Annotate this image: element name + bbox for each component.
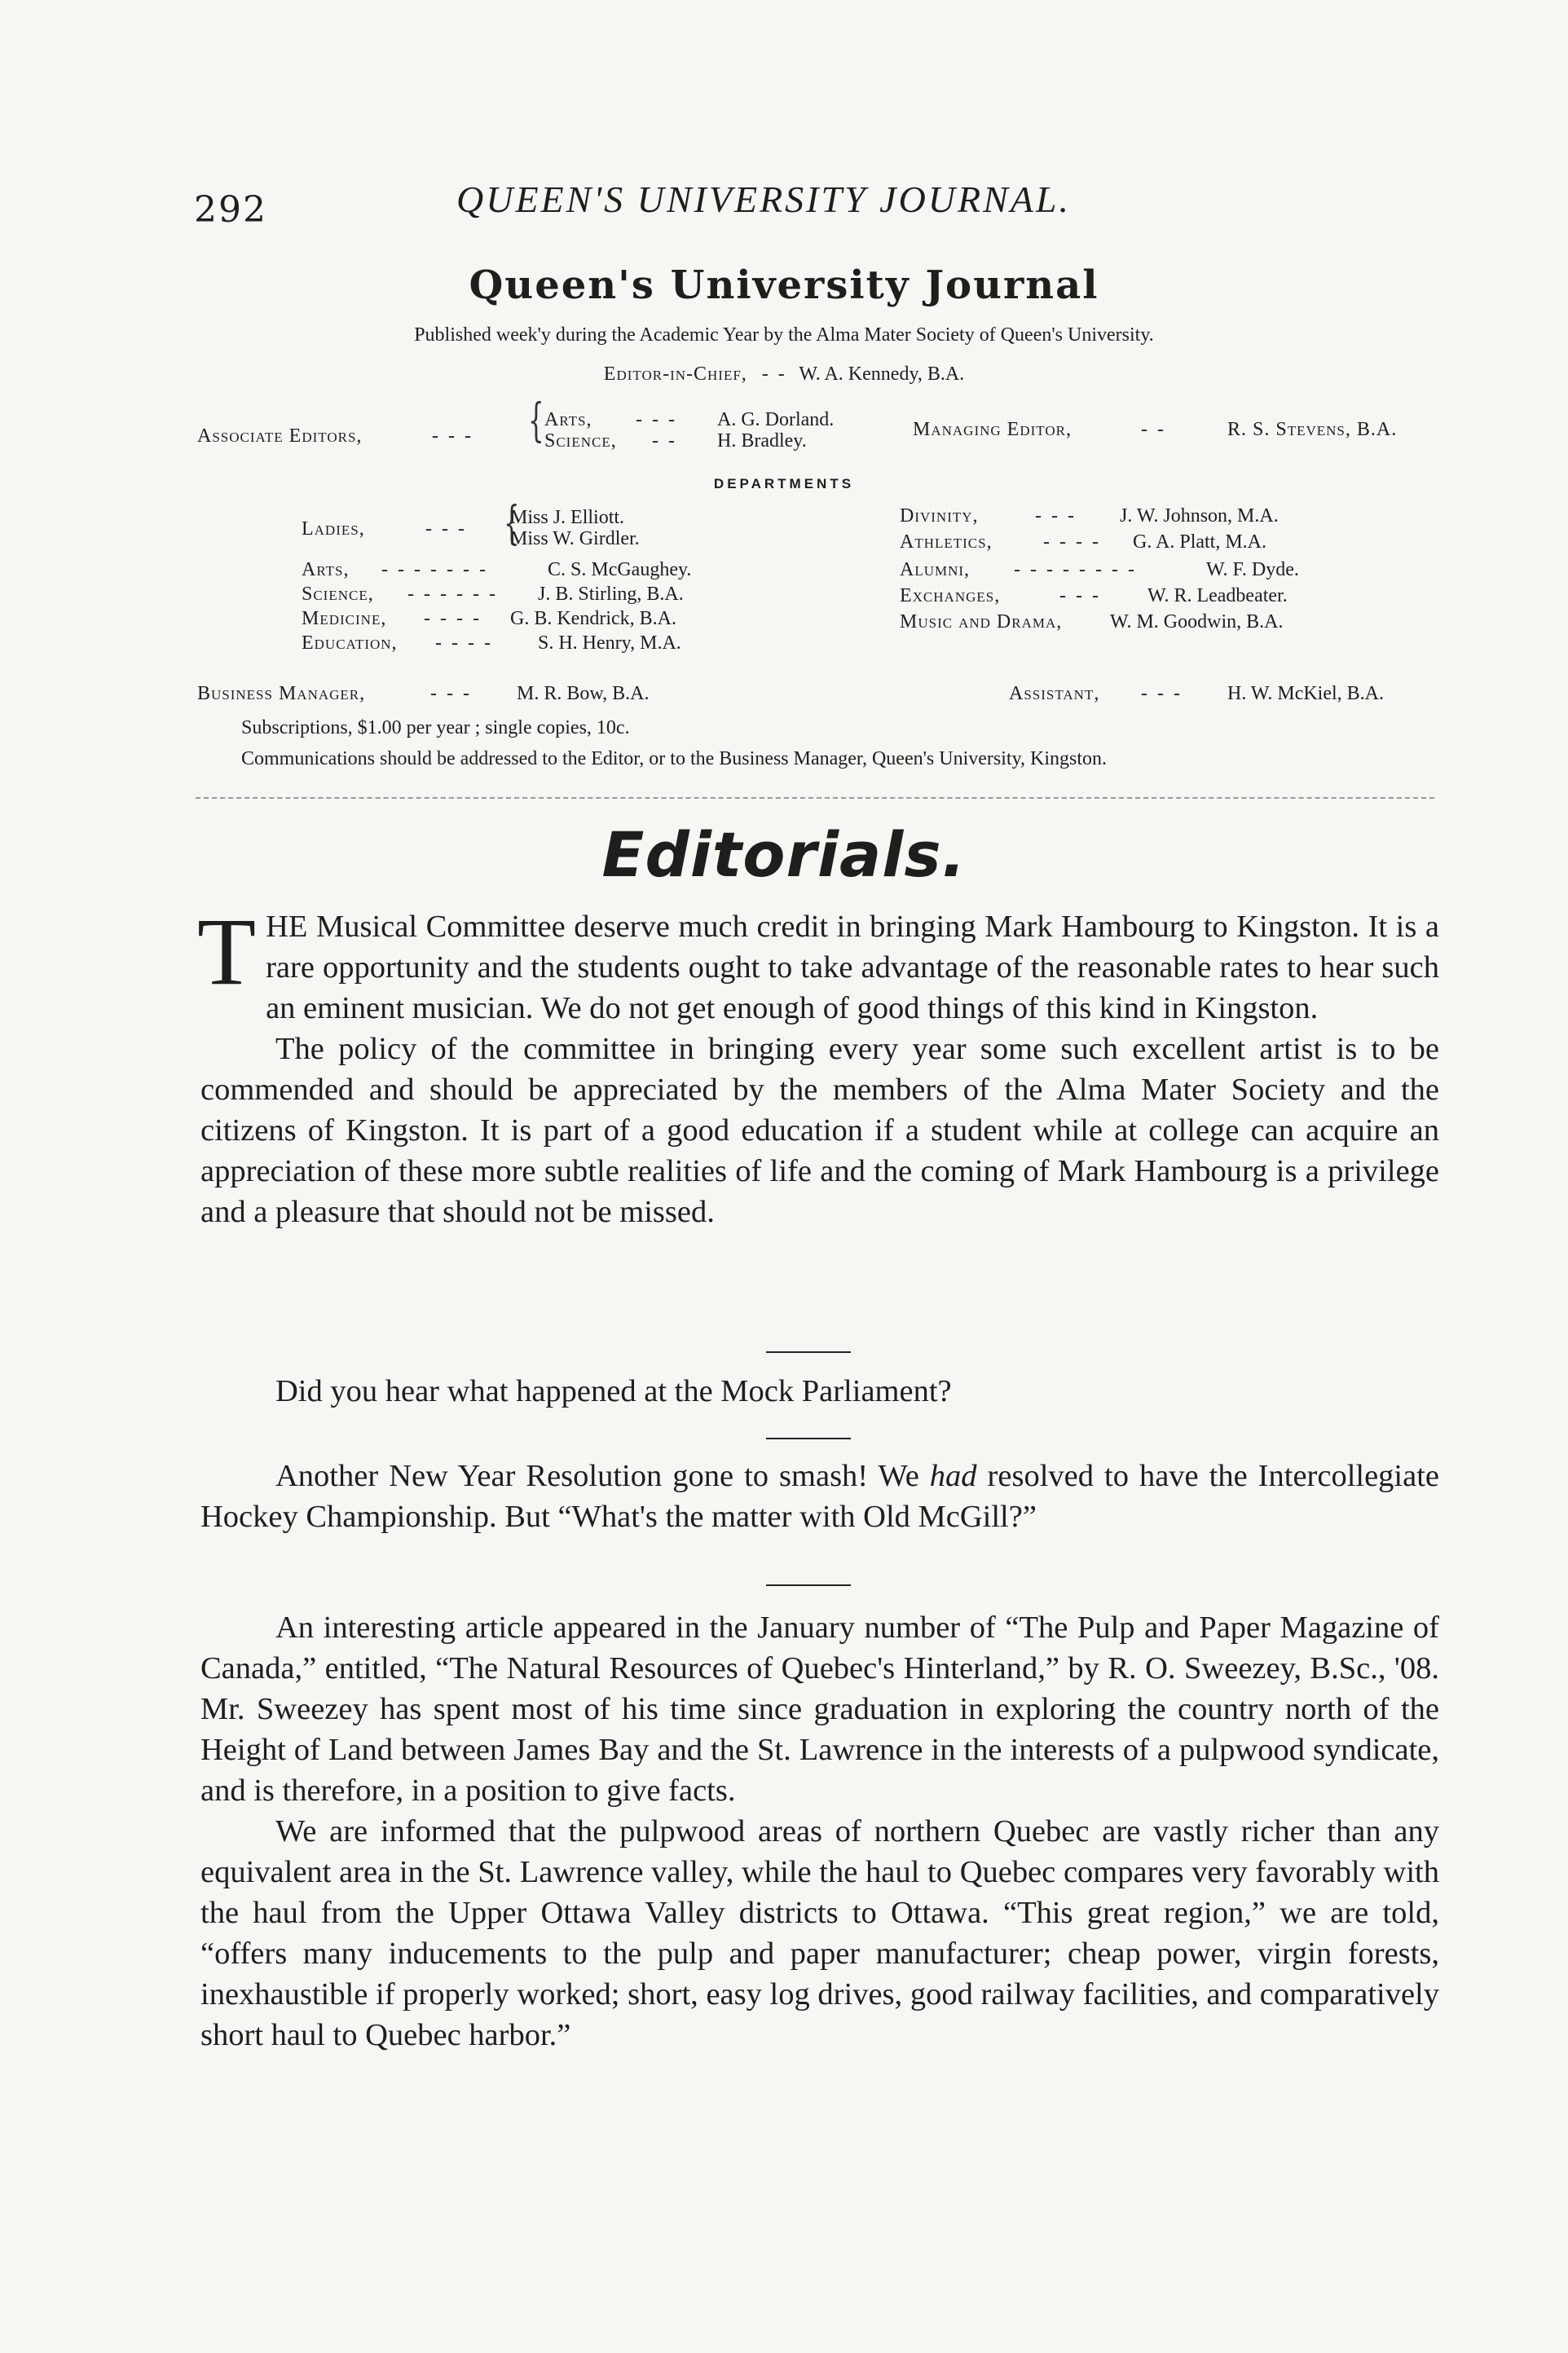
dept-right-name-5: W. M. Goodwin, B.A. — [1110, 611, 1284, 632]
dept-right-name-1: J. W. Johnson, M.A. — [1120, 505, 1279, 527]
dept-ladies-dashes: - - - — [425, 518, 465, 540]
associate-editors-dashes: - - - — [432, 425, 471, 447]
dept-left-dashes-2: - - - - - - — [407, 584, 496, 605]
dept-right-name-3: W. F. Dyde. — [1206, 559, 1299, 580]
managing-editor-label: Managing Editor, — [913, 419, 1072, 440]
assoc-arts-dashes: - - - — [636, 409, 675, 430]
paragraph-4-a: Another New Year Resolution gone to smash! We — [275, 1459, 930, 1493]
running-title: QUEEN'S UNIVERSITY JOURNAL. — [456, 178, 1071, 220]
editorial-paragraph-3: Did you hear what happened at the Mock Parliament? — [275, 1374, 952, 1408]
dept-left-dashes-1: - - - - - - - — [381, 559, 486, 580]
assoc-science-name: H. Bradley. — [717, 430, 807, 452]
subscriptions-line: Subscriptions, $1.00 per year ; single copies, 10c. — [241, 717, 630, 738]
editorials-heading: Editorials. — [601, 818, 967, 891]
assoc-arts-name: A. G. Dorland. — [717, 409, 835, 430]
dept-left-label-4: Education, — [302, 632, 398, 654]
assoc-science-label: Science, — [544, 430, 617, 452]
editor-in-chief-line: Editor-in-Chief, - - W. A. Kennedy, B.A. — [603, 364, 965, 385]
assistant-name: H. W. McKiel, B.A. — [1227, 683, 1384, 704]
business-manager-name: M. R. Bow, B.A. — [517, 683, 650, 704]
dept-left-name-4: S. H. Henry, M.A. — [538, 632, 681, 654]
dept-ladies-name-1: Miss J. Elliott. — [510, 507, 625, 528]
dept-left-label-2: Science, — [302, 584, 374, 605]
editorial-paragraph-6: We are informed that the pulpwood areas of northern Quebec are vastly richer than any equivalent area in the St. Lawrence valley, while the haul to Quebec compares very favorably with the haul from the Upper Ottawa Valley districts to Ottawa. “This great region,” we are told, “offers many inducements to the pulp and paper manufacturer; cheap power, virgin forests, inexhaustible if properly worked; short, easy log drives, good railway facilities, and comparatively short haul to Quebec harbor.” — [200, 1814, 1439, 2052]
dept-right-dashes-1: - - - — [1035, 505, 1074, 527]
paragraph-4-emphasis: had — [929, 1459, 977, 1493]
editorial-paragraph-4 — [200, 1456, 1439, 1537]
associate-editors-brace: { — [528, 394, 544, 447]
editorials-body-pulp — [200, 1607, 1439, 2056]
page-number: 292 — [194, 189, 267, 231]
dept-right-label-1: Divinity, — [900, 505, 979, 527]
editorials-body-mock — [200, 1371, 1439, 1412]
masthead-divider — [196, 797, 1434, 799]
business-manager-dashes: - - - — [430, 683, 469, 704]
managing-editor-dashes: - - — [1141, 419, 1164, 440]
dept-left-name-3: G. B. Kendrick, B.A. — [510, 608, 676, 629]
business-manager-label: Business Manager, — [197, 683, 366, 704]
dept-right-label-4: Exchanges, — [900, 585, 1001, 606]
dept-right-name-2: G. A. Platt, M.A. — [1133, 531, 1267, 553]
dept-right-dashes-4: - - - — [1059, 585, 1099, 606]
assoc-arts-label: Arts, — [544, 409, 592, 430]
masthead-title: Queen's University Journal — [469, 262, 1099, 308]
editorials-body-hockey — [200, 1456, 1439, 1537]
editor-in-chief-name: W. A. Kennedy, B.A. — [799, 364, 965, 385]
paragraph-1-text: HE Musical Committee deserve much credit in bringing Mark Hambourg to Kingston. It is a rare opportunity and the students ought to take advantage of the reasonable rates to hear such an eminent musician. We do not get enough of good things of this kind in Kingston. — [266, 910, 1439, 1025]
dept-left-label-3: Medicine, — [302, 608, 387, 629]
running-head — [0, 178, 1568, 235]
dept-right-label-2: Athletics, — [900, 531, 993, 553]
editorials-body-top — [197, 898, 1439, 1232]
dept-left-name-2: J. B. Stirling, B.A. — [538, 584, 684, 605]
assistant-dashes: - - - — [1141, 683, 1180, 704]
associate-editors-label: Associate Editors, — [197, 425, 363, 447]
assoc-science-dashes: - - — [652, 430, 675, 452]
dept-ladies-label: Ladies, — [302, 518, 365, 540]
section-rule-2 — [766, 1438, 851, 1439]
editorial-paragraph-5: An interesting article appeared in the January number of “The Pulp and Paper Magazine of Canada,” entitled, “The Natural Resources of Quebec's Hinterland,” by R. O. Sweezey, B.Sc., '08. Mr. Sweezey has spent most of his time since graduation in exploring the country north of the Height of Land between James Bay and the St. Lawrence in the interests of a pulpwood syndicate, and is therefore, in a position to give facts. — [200, 1611, 1439, 1808]
paragraph-4-b: resolved to have the Intercollegiate Hockey Championship. But “What's the matter with Old McGill?” — [200, 1459, 1439, 1534]
masthead-subtitle: Published week'y during the Academic Year by the Alma Mater Society of Queen's University. — [414, 324, 1154, 346]
departments-heading: DEPARTMENTS — [713, 476, 855, 491]
dept-left-dashes-4: - - - - — [435, 632, 491, 654]
communications-line: Communications should be addressed to the Editor, or to the Business Manager, Queen's University, Kingston. — [241, 748, 1108, 769]
editor-in-chief-label: Editor-in-Chief, — [603, 364, 747, 385]
dept-right-dashes-3: - - - - - - - - — [1014, 559, 1134, 580]
dept-right-label-5: Music and Drama, — [900, 611, 1063, 632]
section-rule-3 — [766, 1584, 851, 1586]
dept-ladies-name-2: Miss W. Girdler. — [510, 528, 640, 549]
editorial-paragraph-1 — [197, 898, 1439, 1029]
editorial-paragraph-2: The policy of the committee in bringing every year some such excellent artist is to be commended and should be appreciated by the members of the Alma Mater Society and the citizens of Kingston. It is part of a good education if a student while at college can acquire an appreciation of these more subtle realities of life and the coming of Mark Hambourg is a privilege and a pleasure that should not be missed. — [200, 1032, 1439, 1229]
dept-left-name-1: C. S. McGaughey. — [548, 559, 692, 580]
drop-cap: T — [197, 898, 257, 1005]
dept-right-dashes-2: - - - - — [1043, 531, 1099, 553]
assistant-label: Assistant, — [1009, 683, 1100, 704]
dept-left-label-1: Arts, — [302, 559, 350, 580]
dept-right-label-3: Alumni, — [900, 559, 971, 580]
dept-left-dashes-3: - - - - — [424, 608, 479, 629]
managing-editor-name: R. S. Stevens, B.A. — [1227, 419, 1398, 440]
dept-ladies-brace: { — [504, 497, 520, 550]
section-rule-1 — [766, 1351, 851, 1353]
dept-right-name-4: W. R. Leadbeater. — [1147, 585, 1288, 606]
